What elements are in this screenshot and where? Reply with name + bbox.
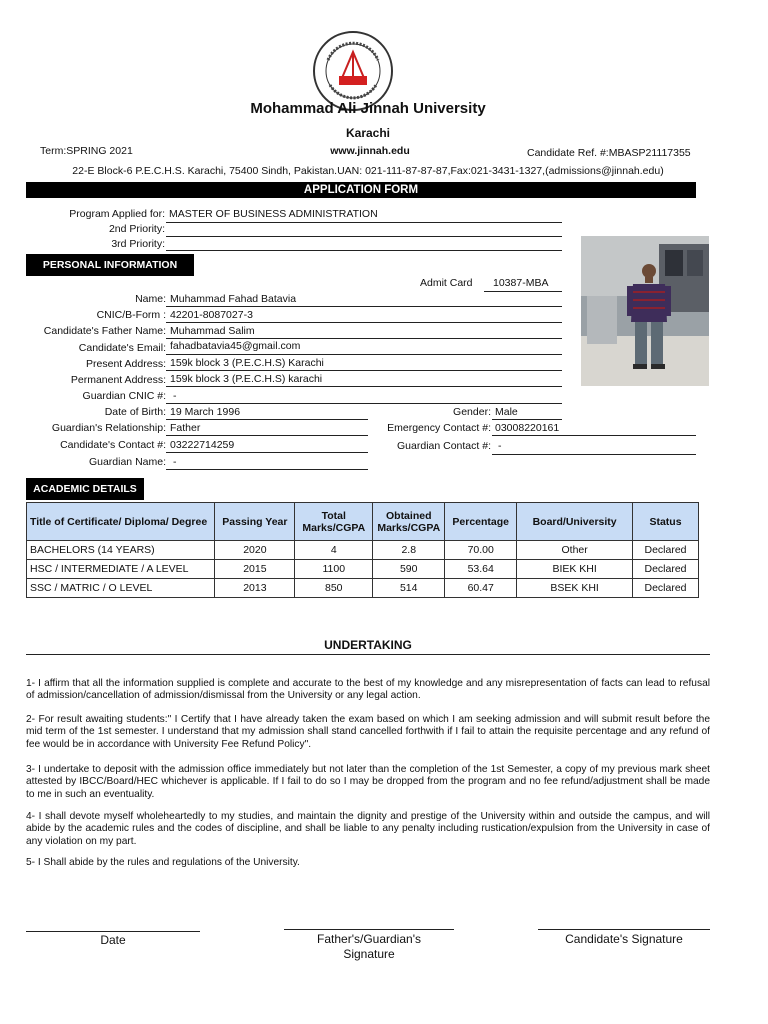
- cell-board: BSEK KHI: [517, 579, 633, 598]
- guardian-signature-line: [284, 929, 454, 930]
- cell-obtained: 2.8: [373, 541, 445, 560]
- cell-percentage: 60.47: [445, 579, 517, 598]
- father-name-line: [166, 338, 562, 339]
- present-address-line: [166, 370, 562, 371]
- cnic-line: [166, 322, 562, 323]
- email-value: fahadbatavia45@gmail.com: [170, 340, 301, 352]
- undertaking-p2: 2- For result awaiting students:" I Certify that I have already taken the exam based on which I am seeking admission and will submit result before the mid term of the 1st semester. I understand that my admission shall stand cancelled forthwith if I fail to attain the requisite percentage and any refund of fee would be in accordance with University Fee Refund Policy".: [26, 714, 710, 750]
- guardian-contact-line: [492, 454, 696, 455]
- cell-percentage: 70.00: [445, 541, 517, 560]
- third-priority-label: 3rd Priority:: [111, 238, 165, 250]
- present-address-value: 159k block 3 (P.E.C.H.S) Karachi: [170, 357, 324, 369]
- dob-label: Date of Birth:: [104, 406, 166, 418]
- relationship-value: Father: [170, 422, 201, 434]
- table-row: [27, 579, 699, 598]
- admit-card-value: 10387-MBA: [493, 277, 549, 289]
- contact-label: Candidate's Contact #:: [60, 439, 166, 451]
- father-name-label: Candidate's Father Name:: [43, 325, 166, 337]
- university-city: Karachi: [345, 126, 391, 140]
- undertaking-p1: 1- I affirm that all the information supplied is complete and accurate to the best of my knowledge and any misrepresentation of facts can lead to refusal of admission/cancellation of admission/dismissal from the University or any legal action.: [26, 678, 710, 702]
- col-board: Board/University: [517, 503, 633, 541]
- program-applied-line: [166, 222, 562, 223]
- gender-label: Gender:: [453, 406, 491, 418]
- gender-line: [492, 419, 562, 420]
- cell-year: 2015: [215, 560, 295, 579]
- cell-status: Declared: [633, 579, 699, 598]
- col-obtained-marks: Obtained Marks/CGPA: [373, 503, 445, 541]
- term: Term:SPRING 2021: [40, 145, 133, 157]
- cell-status: Declared: [633, 560, 699, 579]
- undertaking-p5: 5- I Shall abide by the rules and regulations of the University.: [26, 857, 300, 868]
- contact-value: 03222714259: [170, 439, 235, 451]
- date-line: [26, 931, 200, 932]
- contact-line: [166, 452, 368, 453]
- present-address-label: Present Address:: [86, 358, 166, 370]
- dob-value: 19 March 1996: [170, 406, 241, 418]
- emergency-contact-label: Emergency Contact #:: [387, 422, 491, 434]
- guardian-name-line: [166, 469, 368, 470]
- personal-info-title: PERSONAL INFORMATION: [26, 254, 194, 276]
- cell-percentage: 53.64: [445, 560, 517, 579]
- email-label: Candidate's Email:: [78, 342, 166, 354]
- application-form-title: APPLICATION FORM: [26, 182, 696, 198]
- cell-year: 2013: [215, 579, 295, 598]
- second-priority-label: 2nd Priority:: [108, 223, 165, 235]
- email-line: [166, 354, 562, 355]
- cell-title: HSC / INTERMEDIATE / A LEVEL: [27, 560, 215, 579]
- admit-card-label: Admit Card: [420, 277, 473, 289]
- cnic-value: 42201-8087027-3: [170, 309, 253, 321]
- cell-obtained: 590: [373, 560, 445, 579]
- candidate-photo: [581, 236, 709, 386]
- address: 22-E Block-6 P.E.C.H.S. Karachi, 75400 Sindh, Pakistan.UAN: 021-111-87-87-87,Fax:021-3431-1327,(admissions@jinnah.edu): [72, 165, 664, 177]
- guardian-cnic-value: -: [173, 390, 177, 402]
- undertaking-title: UNDERTAKING: [324, 638, 412, 652]
- guardian-cnic-label: Guardian CNIC #:: [82, 390, 166, 402]
- third-priority-line: [166, 250, 562, 251]
- cell-obtained: 514: [373, 579, 445, 598]
- cell-year: 2020: [215, 541, 295, 560]
- name-line: [166, 306, 562, 307]
- candidate-signature-label: Candidate's Signature: [565, 932, 683, 946]
- candidate-signature-line: [538, 929, 710, 930]
- university-name: Mohammad Ali Jinnah University: [250, 100, 486, 117]
- gender-value: Male: [495, 406, 518, 418]
- cell-total: 1100: [295, 560, 373, 579]
- academic-table: [26, 502, 699, 598]
- cell-status: Declared: [633, 541, 699, 560]
- guardian-cnic-line: [166, 403, 562, 404]
- program-applied-value: MASTER OF BUSINESS ADMINISTRATION: [169, 208, 378, 220]
- dob-line: [166, 419, 368, 420]
- col-passing-year: Passing Year: [215, 503, 295, 541]
- guardian-contact-value: -: [498, 440, 502, 452]
- col-status: Status: [633, 503, 699, 541]
- relationship-label: Guardian's Relationship:: [51, 422, 166, 434]
- academic-details-title: ACADEMIC DETAILS: [26, 478, 144, 500]
- relationship-line: [166, 435, 368, 436]
- candidate-ref: Candidate Ref. #:MBASP21117355: [527, 147, 691, 159]
- table-row: [27, 541, 699, 560]
- cell-total: 850: [295, 579, 373, 598]
- father-name-value: Muhammad Salim: [170, 325, 255, 337]
- undertaking-rule: [26, 654, 710, 655]
- cell-title: SSC / MATRIC / O LEVEL: [27, 579, 215, 598]
- cell-total: 4: [295, 541, 373, 560]
- col-percentage: Percentage: [445, 503, 517, 541]
- table-row: [27, 560, 699, 579]
- permanent-address-label: Permanent Address:: [70, 374, 166, 386]
- table-header-row: [27, 503, 699, 541]
- emergency-contact-line: [492, 435, 696, 436]
- cell-board: Other: [517, 541, 633, 560]
- date-label: Date: [100, 933, 126, 947]
- program-applied-label: Program Applied for:: [69, 208, 165, 220]
- guardian-signature-label: Father's/Guardian's Signature: [317, 932, 421, 961]
- col-title: Title of Certificate/ Diploma/ Degree: [27, 503, 215, 541]
- guardian-name-value: -: [173, 456, 177, 468]
- name-label: Name:: [135, 293, 166, 305]
- col-total-marks: Total Marks/CGPA: [295, 503, 373, 541]
- permanent-address-line: [166, 386, 562, 387]
- guardian-name-label: Guardian Name:: [88, 456, 166, 468]
- cell-board: BIEK KHI: [517, 560, 633, 579]
- cnic-label: CNIC/B-Form :: [96, 309, 166, 321]
- name-value: Muhammad Fahad Batavia: [170, 293, 297, 305]
- emergency-contact-value: 03008220161: [495, 422, 560, 434]
- undertaking-p3: 3- I undertake to deposit with the admission office immediately but not later than the completion of the 1st Semester, a copy of my previous mark sheet attested by IBCC/Board/HEC whichever is applicable. If I fail to do so I may be dropped from the program and no fee refund/adjustment shall be made to me in such an eventuality.: [26, 764, 710, 800]
- guardian-contact-label: Guardian Contact #:: [397, 440, 491, 452]
- undertaking-p4: 4- I shall devote myself wholeheartedly to my studies, and maintain the dignity and prestige of the University within and outside the campus, and will abide by the academic rules and the codes of discipline, and shall be liable to any penalty including rustication/expulsion from the University in case of any violation on my part.: [26, 811, 710, 847]
- second-priority-line: [166, 236, 562, 237]
- cell-title: BACHELORS (14 YEARS): [27, 541, 215, 560]
- permanent-address-value: 159k block 3 (P.E.C.H.S) karachi: [170, 373, 323, 385]
- admit-card-line: [484, 291, 562, 292]
- website: www.jinnah.edu: [330, 145, 410, 157]
